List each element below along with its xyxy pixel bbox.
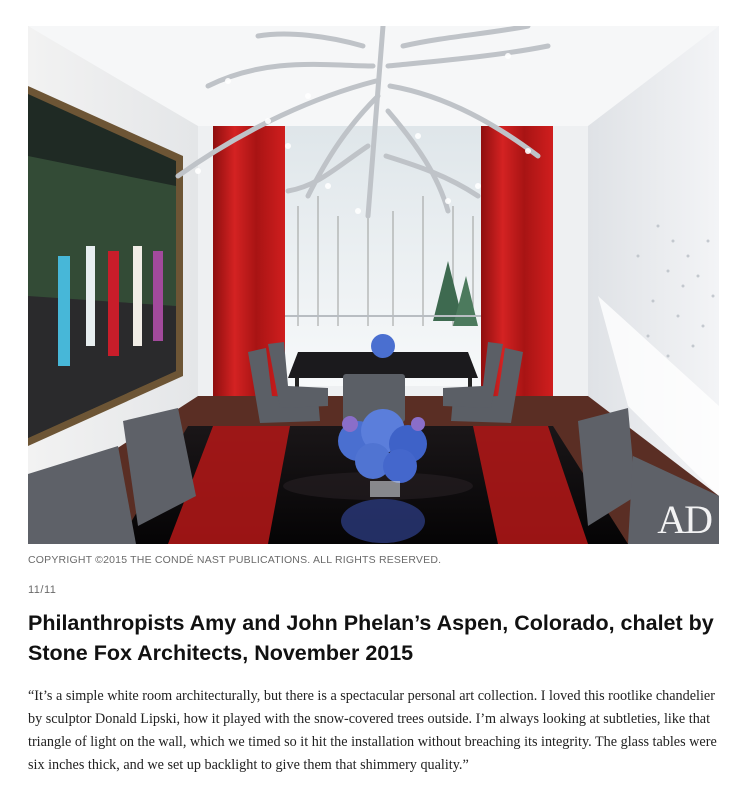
- gallery-photo[interactable]: [28, 26, 719, 544]
- slide-caption: “It’s a simple white room architecturally, but there is a spectacular personal art collection. I loved this rootlike chandelier by sculptor Donald Lipski, how it played with the snow-covered trees outside. I’m always looking at subtleties, like that triangle of light on the wall, which we timed so it hit the installation without breaching its integrity. The glass tables were six inches thick, and we set up backlight to give them that shimmery quality.”: [28, 688, 717, 773]
- slide-title: Philanthropists Amy and John Phelan’s Aspen, Colorado, chalet by Stone Fox Architects, November 2015: [28, 611, 714, 665]
- ad-watermark: AD: [657, 497, 711, 542]
- dining-room-illustration: [28, 26, 719, 544]
- slide-counter: 11/11: [28, 584, 57, 596]
- copyright-notice: COPYRIGHT ©2015 THE CONDÉ NAST PUBLICATIONS. ALL RIGHTS RESERVED.: [28, 554, 442, 566]
